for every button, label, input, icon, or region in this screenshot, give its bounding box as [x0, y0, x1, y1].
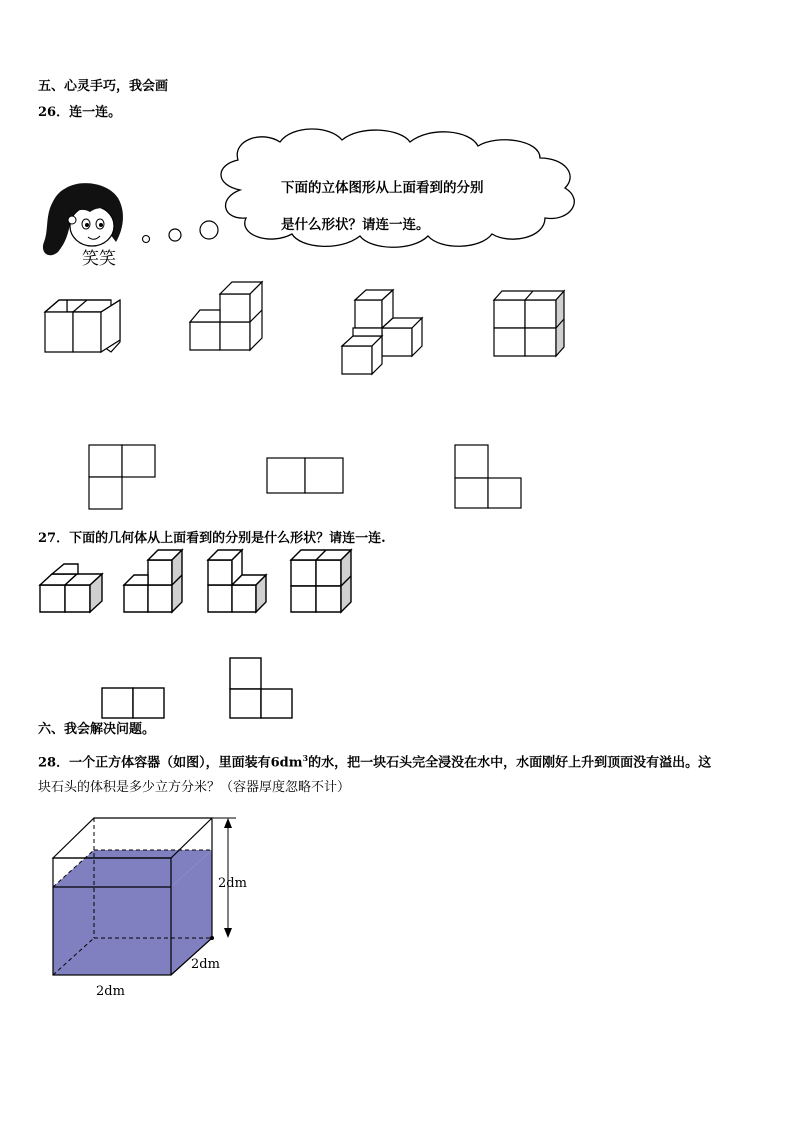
q28-volume: 6dm: [270, 755, 303, 771]
cube-container-figure: [0, 810, 794, 1010]
q27-solid-1: [40, 564, 102, 612]
question-28-line-1: [38, 750, 711, 771]
q27-solid-3: [208, 550, 266, 612]
dimension-depth-label: 2dm: [191, 957, 220, 972]
q26-top-view-1: [89, 445, 155, 509]
q27-solid-4: [291, 550, 351, 612]
q27-top-views: [0, 655, 794, 725]
q26-top-views: [0, 440, 794, 520]
q28-volume-exponent: 3: [302, 753, 309, 763]
q26-solids: [0, 270, 794, 390]
q26-top-view-2: [267, 458, 343, 493]
q27-top-view-1: [102, 688, 164, 718]
q27-top-view-2: [230, 658, 292, 718]
q27-solids: [0, 550, 794, 620]
q26-top-view-3: [455, 445, 521, 508]
section-6-heading: 六、我会解决问题。: [38, 722, 156, 737]
q26-solid-3: [342, 290, 422, 374]
question-28-line-2: 块石头的体积是多少立方分米？（容器厚度忽略不计）: [38, 780, 351, 795]
q27-solid-2: [124, 550, 182, 612]
question-26-label: 26．连一连。: [38, 105, 122, 120]
question-27-label: 27．下面的几何体从上面看到的分别是什么形状？请连一连.: [38, 531, 386, 546]
q26-solid-4: [494, 291, 564, 356]
bubble-line-2: 是什么形状？请连一连。: [281, 217, 430, 233]
q26-solid-2: [190, 282, 262, 350]
q28-text-part-2: 的水，把一块石头完全浸没在水中，水面刚好上升到顶面没有溢出。这: [308, 755, 712, 771]
character-name: 笑笑: [82, 249, 116, 269]
q26-solid-1: [45, 300, 120, 352]
section-5-heading: 五、心灵手巧，我会画: [38, 79, 169, 94]
bubble-line-1: 下面的立体图形从上面看到的分别: [281, 180, 484, 196]
q28-text-part-1: 28．一个正方体容器（如图），里面装有: [38, 755, 271, 771]
dimension-width-label: 2dm: [96, 984, 125, 999]
dimension-height-label: 2dm: [218, 876, 247, 891]
